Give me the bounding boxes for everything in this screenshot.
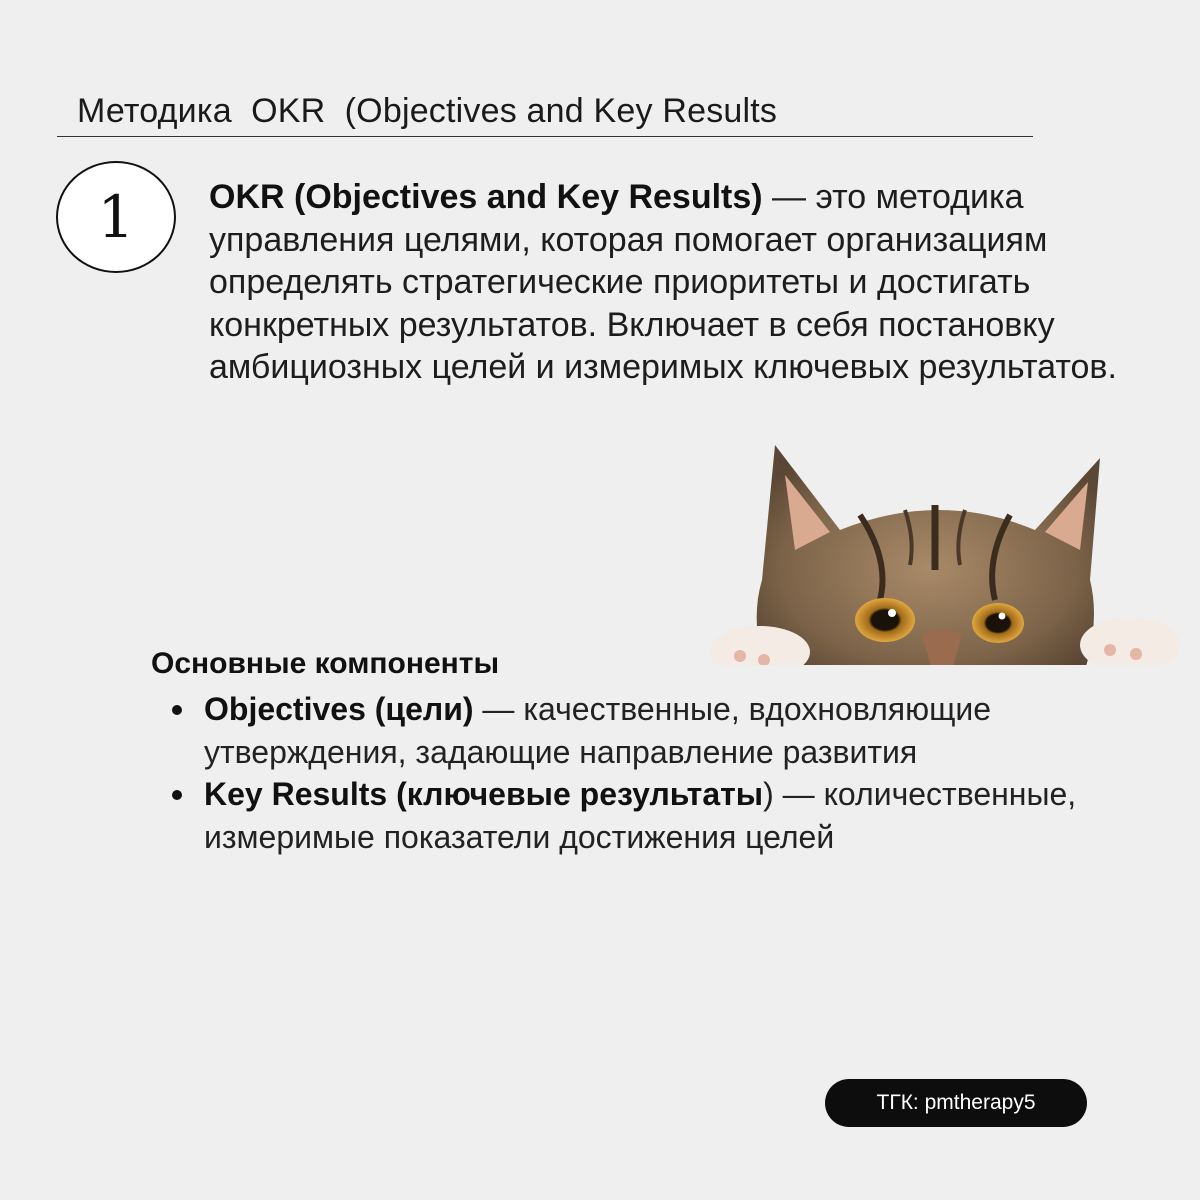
list-item-term: Objectives (цели) xyxy=(204,691,474,727)
telegram-channel-badge[interactable]: ТГК: pmtherapy5 xyxy=(825,1079,1087,1127)
components-heading: Основные компоненты xyxy=(151,647,500,680)
intro-text: — это методика управления целями, которая помогает организациям определять стратегические приоритеты и достигать конкретных результатов. Включает в себя постановку амбициозных целей и измеримых ключевых результатов. xyxy=(209,178,1117,386)
header-divider xyxy=(57,136,1033,137)
list-item xyxy=(168,688,1158,773)
intro-term: OKR (Objectives and Key Results) xyxy=(209,178,763,216)
page-title: Методика OKR (Objectives and Key Results xyxy=(77,92,778,130)
components-list xyxy=(168,688,1158,858)
cat-peeking-icon xyxy=(690,420,1200,670)
list-item-term: Key Results (ключевые результаты xyxy=(204,776,764,812)
list-item-text: — качественные, вдохновляющие утверждения, задающие направление развития xyxy=(204,691,992,770)
list-item-text: ) — количественные, измеримые показатели достижения целей xyxy=(204,776,1077,855)
step-number-badge xyxy=(56,161,176,273)
intro-paragraph xyxy=(209,176,1139,389)
list-item xyxy=(168,773,1158,858)
step-number: 1 xyxy=(97,183,135,251)
